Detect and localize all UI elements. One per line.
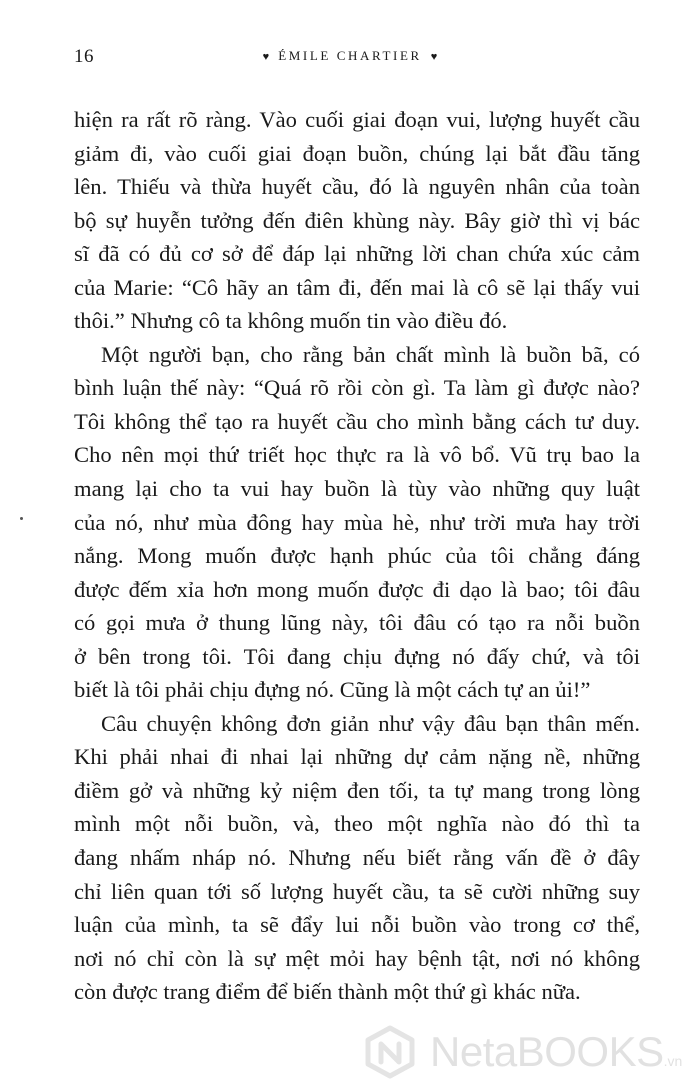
text-line: mình một nỗi buồn, và, theo một nghĩa nào đó thì ta [74,811,640,837]
text-line: nắng. Mong muốn được hạnh phúc của tôi chẳng đáng [74,543,640,569]
margin-dot [20,517,23,520]
text-line: nơi nó chỉ còn là sự mệt mỏi hay bệnh tật, nơi nó không [74,945,640,971]
text-line: thôi.” Nhưng cô ta không muốn tin vào điều đó. [74,308,508,334]
text-line: của Marie: “Cô hãy an tâm đi, đến mai là cô sẽ lại thấy vui [74,274,640,300]
paragraph [74,103,640,338]
watermark-text [430,1028,682,1076]
page-header [0,46,700,76]
text-line: Tôi không thể tạo ra huyết cầu cho mình bằng cách tư duy. [74,408,640,434]
heart-ornament-icon: ♥ [262,51,270,63]
running-head [0,48,700,64]
text-line: bộ sự huyễn tưởng đến điên khùng này. Bây giờ thì vị bác [74,207,640,233]
body-text [74,103,640,1009]
text-line: mang lại cho ta vui hay buồn là tùy vào những quy luật [74,476,640,502]
neta-logo-icon [362,1024,418,1080]
text-line: bình luận thế này: “Quá rõ rồi còn gì. Ta làm gì được nào? [74,375,640,401]
text-line: sĩ đã có đủ cơ sở để đáp lại những lời chan chứa xúc cảm [74,241,640,267]
text-line: chỉ liên quan tới số lượng huyết cầu, ta sẽ cười những suy [74,878,640,904]
text-line: đang nhấm nháp nó. Nhưng nếu biết rằng vấn đề ở đây [74,845,640,871]
page-number: 16 [74,46,94,67]
text-line: Khi phải nhai đi nhai lại những dự cảm nặng nề, những [74,744,640,770]
text-line: ở bên trong tôi. Tôi đang chịu đựng nó đấy chứ, và tôi [74,643,640,669]
text-line: hiện ra rất rõ ràng. Vào cuối giai đoạn vui, lượng huyết cầu [74,107,640,132]
text-line: lên. Thiếu và thừa huyết cầu, đó là nguyên nhân của toàn [74,174,640,200]
watermark-suffix: .vn [663,1053,683,1069]
author-name: ÉMILE CHARTIER [278,48,422,63]
text-line: điềm gở và những kỷ niệm đen tối, ta tự mang trong lòng [74,777,640,803]
text-line: được đếm xỉa hơn mong muốn được đi dạo là bao; tôi đâu [74,576,640,602]
text-line: luận của mình, ta sẽ đẩy lui nỗi buồn vào trong cơ thể, [74,912,640,938]
watermark [362,1020,692,1080]
heart-ornament-icon: ♥ [430,51,438,63]
text-line: của nó, như mùa đông hay mùa hè, như trời mưa hay trời [74,509,640,535]
text-line: biết là tôi phải chịu đựng nó. Cũng là một cách tự an ủi!” [74,677,591,703]
text-line: Cho nên mọi thứ triết học thực ra là vô bổ. Vũ trụ bao la [74,442,640,468]
paragraph [74,707,640,1009]
text-line: còn được trang điểm để biến thành một thứ gì khác nữa. [74,979,581,1005]
text-line: giảm đi, vào cuối giai đoạn buồn, chúng lại bắt đầu tăng [74,140,640,166]
text-line: có gọi mưa ở thung lũng này, tôi đâu có tạo ra nỗi buồn [74,610,640,636]
text-line: Một người bạn, cho rằng bản chất mình là buồn bã, có [101,341,640,367]
paragraph [74,338,640,707]
text-line: Câu chuyện không đơn giản như vậy đâu bạn thân mến. [101,710,640,736]
watermark-brand: NetaBOOKS [430,1028,664,1075]
